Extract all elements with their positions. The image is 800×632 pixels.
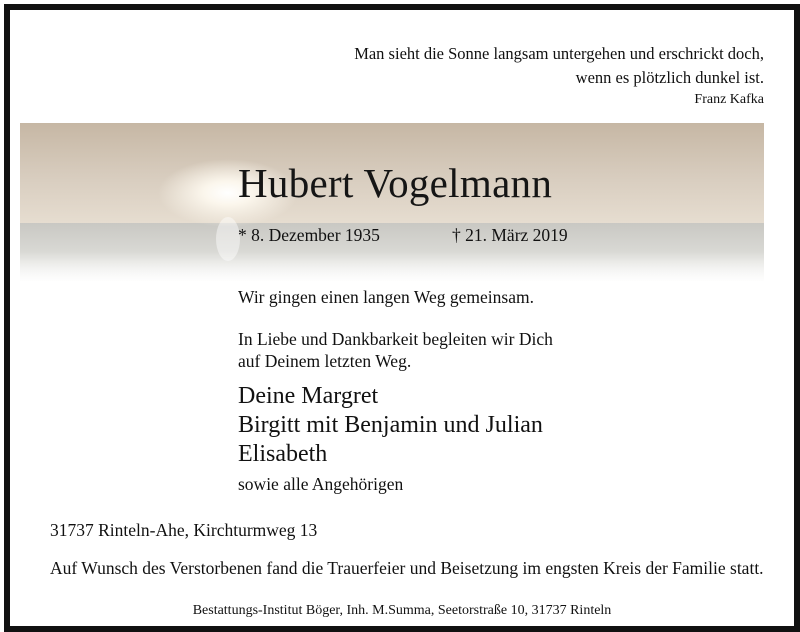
mourner-name: Deine Margret bbox=[238, 383, 379, 409]
quote-author: Franz Kafka bbox=[694, 92, 764, 107]
deceased-name: Hubert Vogelmann bbox=[238, 160, 553, 206]
gratitude-line-2: auf Deinem letzten Weg. bbox=[238, 351, 412, 371]
obituary-notice bbox=[4, 4, 800, 632]
quote-line-1: Man sieht die Sonne langsam untergehen und erschrickt doch, bbox=[354, 44, 764, 63]
mourner-name: Elisabeth bbox=[238, 441, 328, 467]
sunset-banner bbox=[20, 123, 764, 281]
relatives-text: sowie alle Angehörigen bbox=[238, 474, 404, 494]
death-date: † 21. März 2019 bbox=[452, 225, 568, 245]
funeral-home: Bestattungs-Institut Böger, Inh. M.Summa, Seetorstraße 10, 31737 Rinteln bbox=[192, 603, 612, 618]
mourners-list bbox=[238, 382, 543, 469]
address: 31737 Rinteln-Ahe, Kirchturmweg 13 bbox=[50, 520, 318, 540]
funeral-note: Auf Wunsch des Verstorbenen fand die Trauerfeier und Beisetzung im engsten Kreis der Familie statt. bbox=[50, 558, 764, 578]
farewell-text: Wir gingen einen langen Weg gemeinsam. bbox=[238, 287, 534, 307]
birth-date: * 8. Dezember 1935 bbox=[238, 225, 380, 245]
gratitude-text bbox=[238, 328, 553, 372]
quote-line-2: wenn es plötzlich dunkel ist. bbox=[575, 68, 764, 87]
quote bbox=[354, 42, 764, 90]
mourner-name: Birgitt mit Benjamin und Julian bbox=[238, 412, 543, 438]
gratitude-line-1: In Liebe und Dankbarkeit begleiten wir Dich bbox=[238, 329, 553, 349]
